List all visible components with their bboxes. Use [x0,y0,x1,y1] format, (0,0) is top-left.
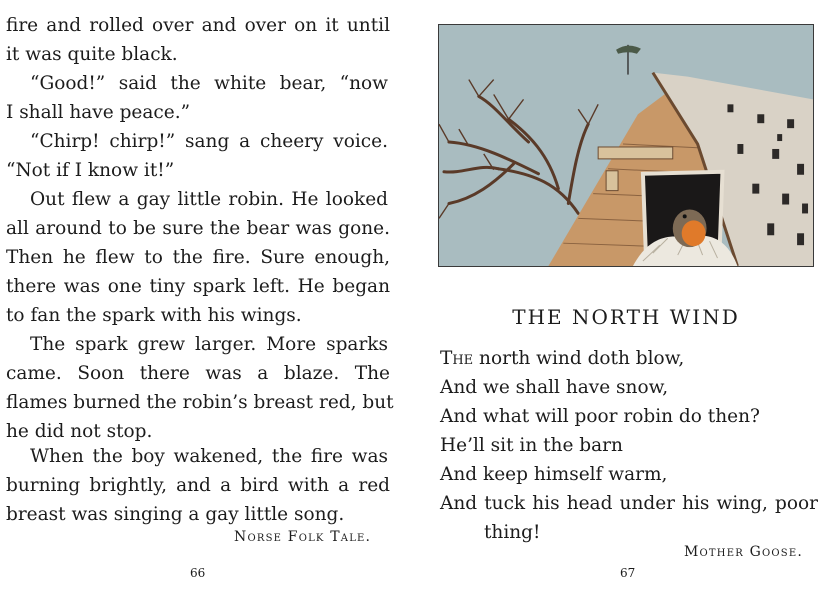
text-line: flames burned the robin’s breast red, but [6,392,394,413]
text-line: When the boy wakened, the fire was [30,446,388,467]
poem-line: And what will poor robin do then? [440,406,760,427]
text-line: I shall have peace.” [6,102,191,123]
text-line: all around to be sure the bear was gone. [6,218,390,239]
hoist-post [606,171,618,191]
poem-line: He’ll sit in the barn [440,435,623,456]
poem-dropcap-word: The [440,348,474,369]
poem-title: THE NORTH WIND [512,305,740,329]
robin-barn-illustration [439,25,813,266]
page-number: 66 [190,566,206,580]
text-line: “Not if I know it!” [6,160,175,181]
text-line: “Chirp! chirp!” sang a cheery voice. [30,131,388,152]
text-line: breast was singing a gay little song. [6,504,345,525]
poem-line: And tuck his head under his wing, poor [440,493,818,514]
robin [673,209,707,247]
attribution: Mother Goose. [684,544,803,560]
page-number: 67 [620,566,636,580]
illustration [438,24,814,267]
text-line: The spark grew larger. More sparks [30,334,388,355]
attribution: Norse Folk Tale. [234,529,372,545]
text-line: to fan the spark with his wings. [6,305,302,326]
text-line: he did not stop. [6,421,153,442]
text-line: Then he flew to the fire. Sure enough, [6,247,390,268]
poem-line: thing! [484,522,541,543]
poem-line: And we shall have snow, [440,377,669,398]
poem-first-line-rest: north wind doth blow, [473,348,685,369]
poem-line [440,345,684,373]
text-line: burning brightly, and a bird with a red [6,475,390,496]
text-line: came. Soon there was a blaze. The [6,363,390,384]
left-page [0,0,400,600]
text-line: Out flew a gay little robin. He looked [30,189,388,210]
text-line: it was quite black. [6,44,178,65]
right-page [418,0,833,600]
text-line: “Good!” said the white bear, “now [30,73,388,94]
hoist-beam [598,147,673,159]
poem-line: And keep himself warm, [440,464,668,485]
text-line: there was one tiny spark left. He began [6,276,390,297]
text-line: fire and rolled over and over on it until [6,15,390,36]
